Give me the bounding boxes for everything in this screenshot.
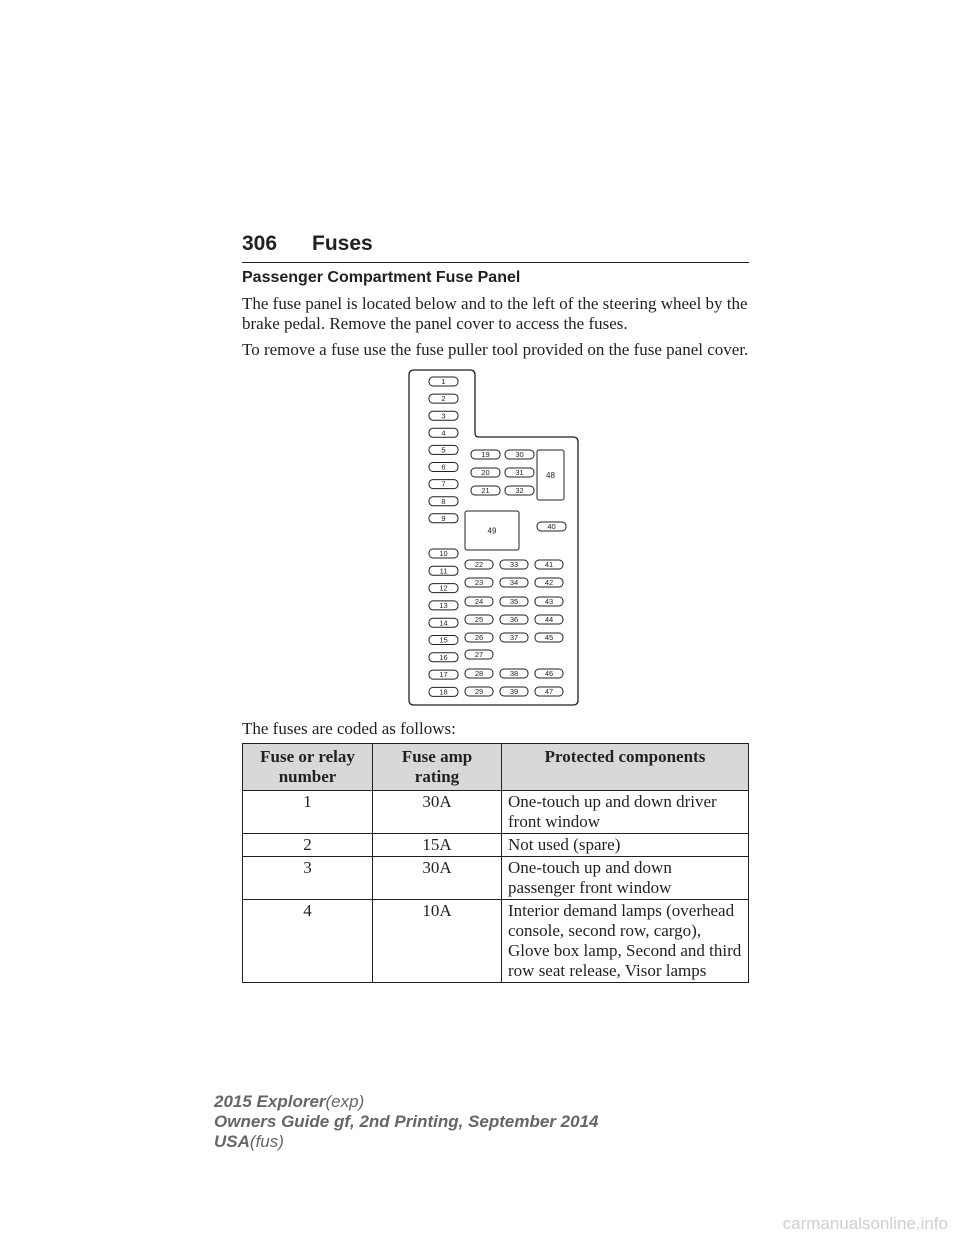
fuse-label: 2: [441, 394, 446, 404]
fuse-label: 15: [439, 635, 448, 645]
fuse-label: 6: [441, 462, 446, 472]
fuse-label: 4: [441, 428, 446, 438]
fuse-32: [505, 486, 534, 495]
fuse-24: [465, 597, 493, 606]
fuse-label: 46: [544, 669, 554, 679]
fuse-label: 16: [439, 652, 448, 662]
fuse-components: One-touch up and down passenger front window: [502, 857, 749, 900]
fuse-26: [465, 633, 493, 642]
fuse-21: [471, 486, 500, 495]
fuse-29: [465, 687, 493, 696]
fuse-label: 35: [509, 597, 519, 607]
fuse-label: 44: [544, 615, 554, 625]
fuse-label: 37: [509, 633, 519, 643]
fuse-4: [429, 428, 458, 437]
relay-48: [537, 450, 564, 500]
col-header-amp: Fuse amp rating: [373, 744, 502, 791]
fuse-40: [537, 522, 566, 531]
fuse-label: 34: [509, 578, 519, 588]
fuse-31: [505, 468, 534, 477]
body-text: [242, 268, 749, 366]
fuse-label: 12: [439, 583, 448, 593]
fuse-amp: 15A: [373, 834, 502, 857]
fuse-3: [429, 411, 458, 420]
fuse-15: [429, 636, 458, 645]
fuse-45: [535, 633, 563, 642]
fuse-8: [429, 497, 458, 506]
fuse-19: [471, 450, 500, 459]
fuse-label: 32: [515, 486, 524, 496]
fuse-20: [471, 468, 500, 477]
fuse-amp: 30A: [373, 791, 502, 834]
fuse-13: [429, 601, 458, 610]
fuse-label: 41: [544, 560, 554, 570]
footer: [214, 1092, 598, 1152]
fuse-41: [535, 560, 563, 569]
fuse-number: 3: [243, 857, 373, 900]
fuse-label: 24: [474, 597, 484, 607]
fuse-label: 8: [441, 496, 446, 506]
fuse-10: [429, 549, 458, 558]
fuse-11: [429, 566, 458, 575]
fuse-label: 31: [515, 468, 524, 478]
fuse-label: 23: [474, 578, 484, 588]
fuse-label: 39: [509, 687, 519, 697]
fuse-label: 9: [441, 513, 446, 523]
watermark: carmanualsonline.info: [782, 1214, 948, 1233]
fuse-42: [535, 578, 563, 587]
fuse-46: [535, 669, 563, 678]
fuse-label: 38: [509, 669, 519, 679]
fuse-label: 45: [544, 633, 554, 643]
col-header-components: Protected components: [502, 744, 749, 791]
subheading: Passenger Compartment Fuse Panel: [242, 269, 521, 286]
fuse-39: [500, 687, 528, 696]
col-header-number: Fuse or relay number: [243, 744, 373, 791]
footer-guide: Owners Guide gf, 2nd Printing, September 2014: [214, 1112, 599, 1131]
fuse-38: [500, 669, 528, 678]
fuse-components: One-touch up and down driver front window: [502, 791, 749, 834]
page-number: 306: [242, 232, 278, 255]
fuse-label: 1: [441, 377, 446, 387]
fuse-number: 2: [243, 834, 373, 857]
fuse-47: [535, 687, 563, 696]
table-row: [243, 791, 749, 834]
fuse-label: 17: [439, 670, 448, 680]
fuse-36: [500, 615, 528, 624]
footer-model-code: (exp): [325, 1092, 365, 1111]
fuse-30: [505, 450, 534, 459]
relay-49: [465, 511, 519, 550]
fuse-12: [429, 584, 458, 593]
fuse-label: 49: [487, 526, 497, 536]
fuse-label: 18: [439, 687, 448, 697]
fuse-17: [429, 670, 458, 679]
fuse-label: 19: [481, 450, 490, 460]
fuse-33: [500, 560, 528, 569]
fuse-label: 22: [474, 560, 484, 570]
fuse-16: [429, 653, 458, 662]
paragraph: To remove a fuse use the fuse puller tool provided on the fuse panel cover.: [242, 340, 749, 359]
fuse-9: [429, 514, 458, 523]
fuse-components: Interior demand lamps (overhead console, second row, cargo), Glove box lamp, Second and third row seat release, Visor lamps: [502, 900, 749, 983]
fuse-table: [242, 743, 749, 983]
footer-market-code: (fus): [249, 1132, 284, 1151]
fuse-label: 25: [474, 615, 484, 625]
fuse-label: 20: [481, 468, 490, 478]
fuse-amp: 30A: [373, 857, 502, 900]
page-header: [242, 230, 749, 263]
fuse-label: 43: [544, 597, 554, 607]
fuse-23: [465, 578, 493, 587]
fuse-43: [535, 597, 563, 606]
fuse-label: 3: [441, 411, 446, 421]
fuse-label: 13: [439, 601, 448, 611]
fuse-number: 4: [243, 900, 373, 983]
fuse-14: [429, 618, 458, 627]
fuse-34: [500, 578, 528, 587]
fuse-label: 29: [474, 687, 484, 697]
fuse-label: 36: [509, 615, 519, 625]
table-row: [243, 834, 749, 857]
fuse-label: 47: [544, 687, 554, 697]
fuse-18: [429, 687, 458, 696]
fuse-label: 7: [441, 479, 446, 489]
fuse-label: 33: [509, 560, 519, 570]
fuse-28: [465, 669, 493, 678]
fuse-label: 5: [441, 445, 446, 455]
table-header-row: [243, 744, 749, 791]
fuse-7: [429, 480, 458, 489]
fuse-label: 28: [474, 669, 484, 679]
fuse-label: 27: [474, 650, 484, 660]
fuse-label: 11: [439, 566, 448, 576]
fuse-label: 30: [515, 450, 524, 460]
fuse-label: 26: [474, 633, 484, 643]
footer-model: 2015 Explorer: [214, 1092, 326, 1111]
fuse-27: [465, 650, 493, 659]
fuse-panel-diagram: [408, 369, 580, 706]
fuse-44: [535, 615, 563, 624]
paragraph: The fuse panel is located below and to the left of the steering wheel by the brake pedal. Remove the panel cover to access the fuses.: [242, 294, 748, 333]
fuse-number: 1: [243, 791, 373, 834]
fuse-1: [429, 377, 458, 386]
fuse-amp: 10A: [373, 900, 502, 983]
fuse-2: [429, 394, 458, 403]
fuse-label: 10: [439, 549, 448, 559]
fuse-label: 40: [547, 522, 556, 532]
fuse-label: 14: [439, 618, 448, 628]
table-row: [243, 900, 749, 983]
fuse-6: [429, 463, 458, 472]
fuse-22: [465, 560, 493, 569]
fuse-label: 48: [546, 470, 555, 480]
fuse-35: [500, 597, 528, 606]
fuse-25: [465, 615, 493, 624]
fuse-components: Not used (spare): [502, 834, 749, 857]
footer-market: USA: [214, 1132, 250, 1151]
fuse-5: [429, 445, 458, 454]
table-intro: The fuses are coded as follows:: [242, 719, 456, 738]
table-row: [243, 857, 749, 900]
section-title: Fuses: [312, 232, 373, 255]
fuse-37: [500, 633, 528, 642]
fuse-label: 21: [481, 486, 490, 496]
fuse-label: 42: [544, 578, 554, 588]
